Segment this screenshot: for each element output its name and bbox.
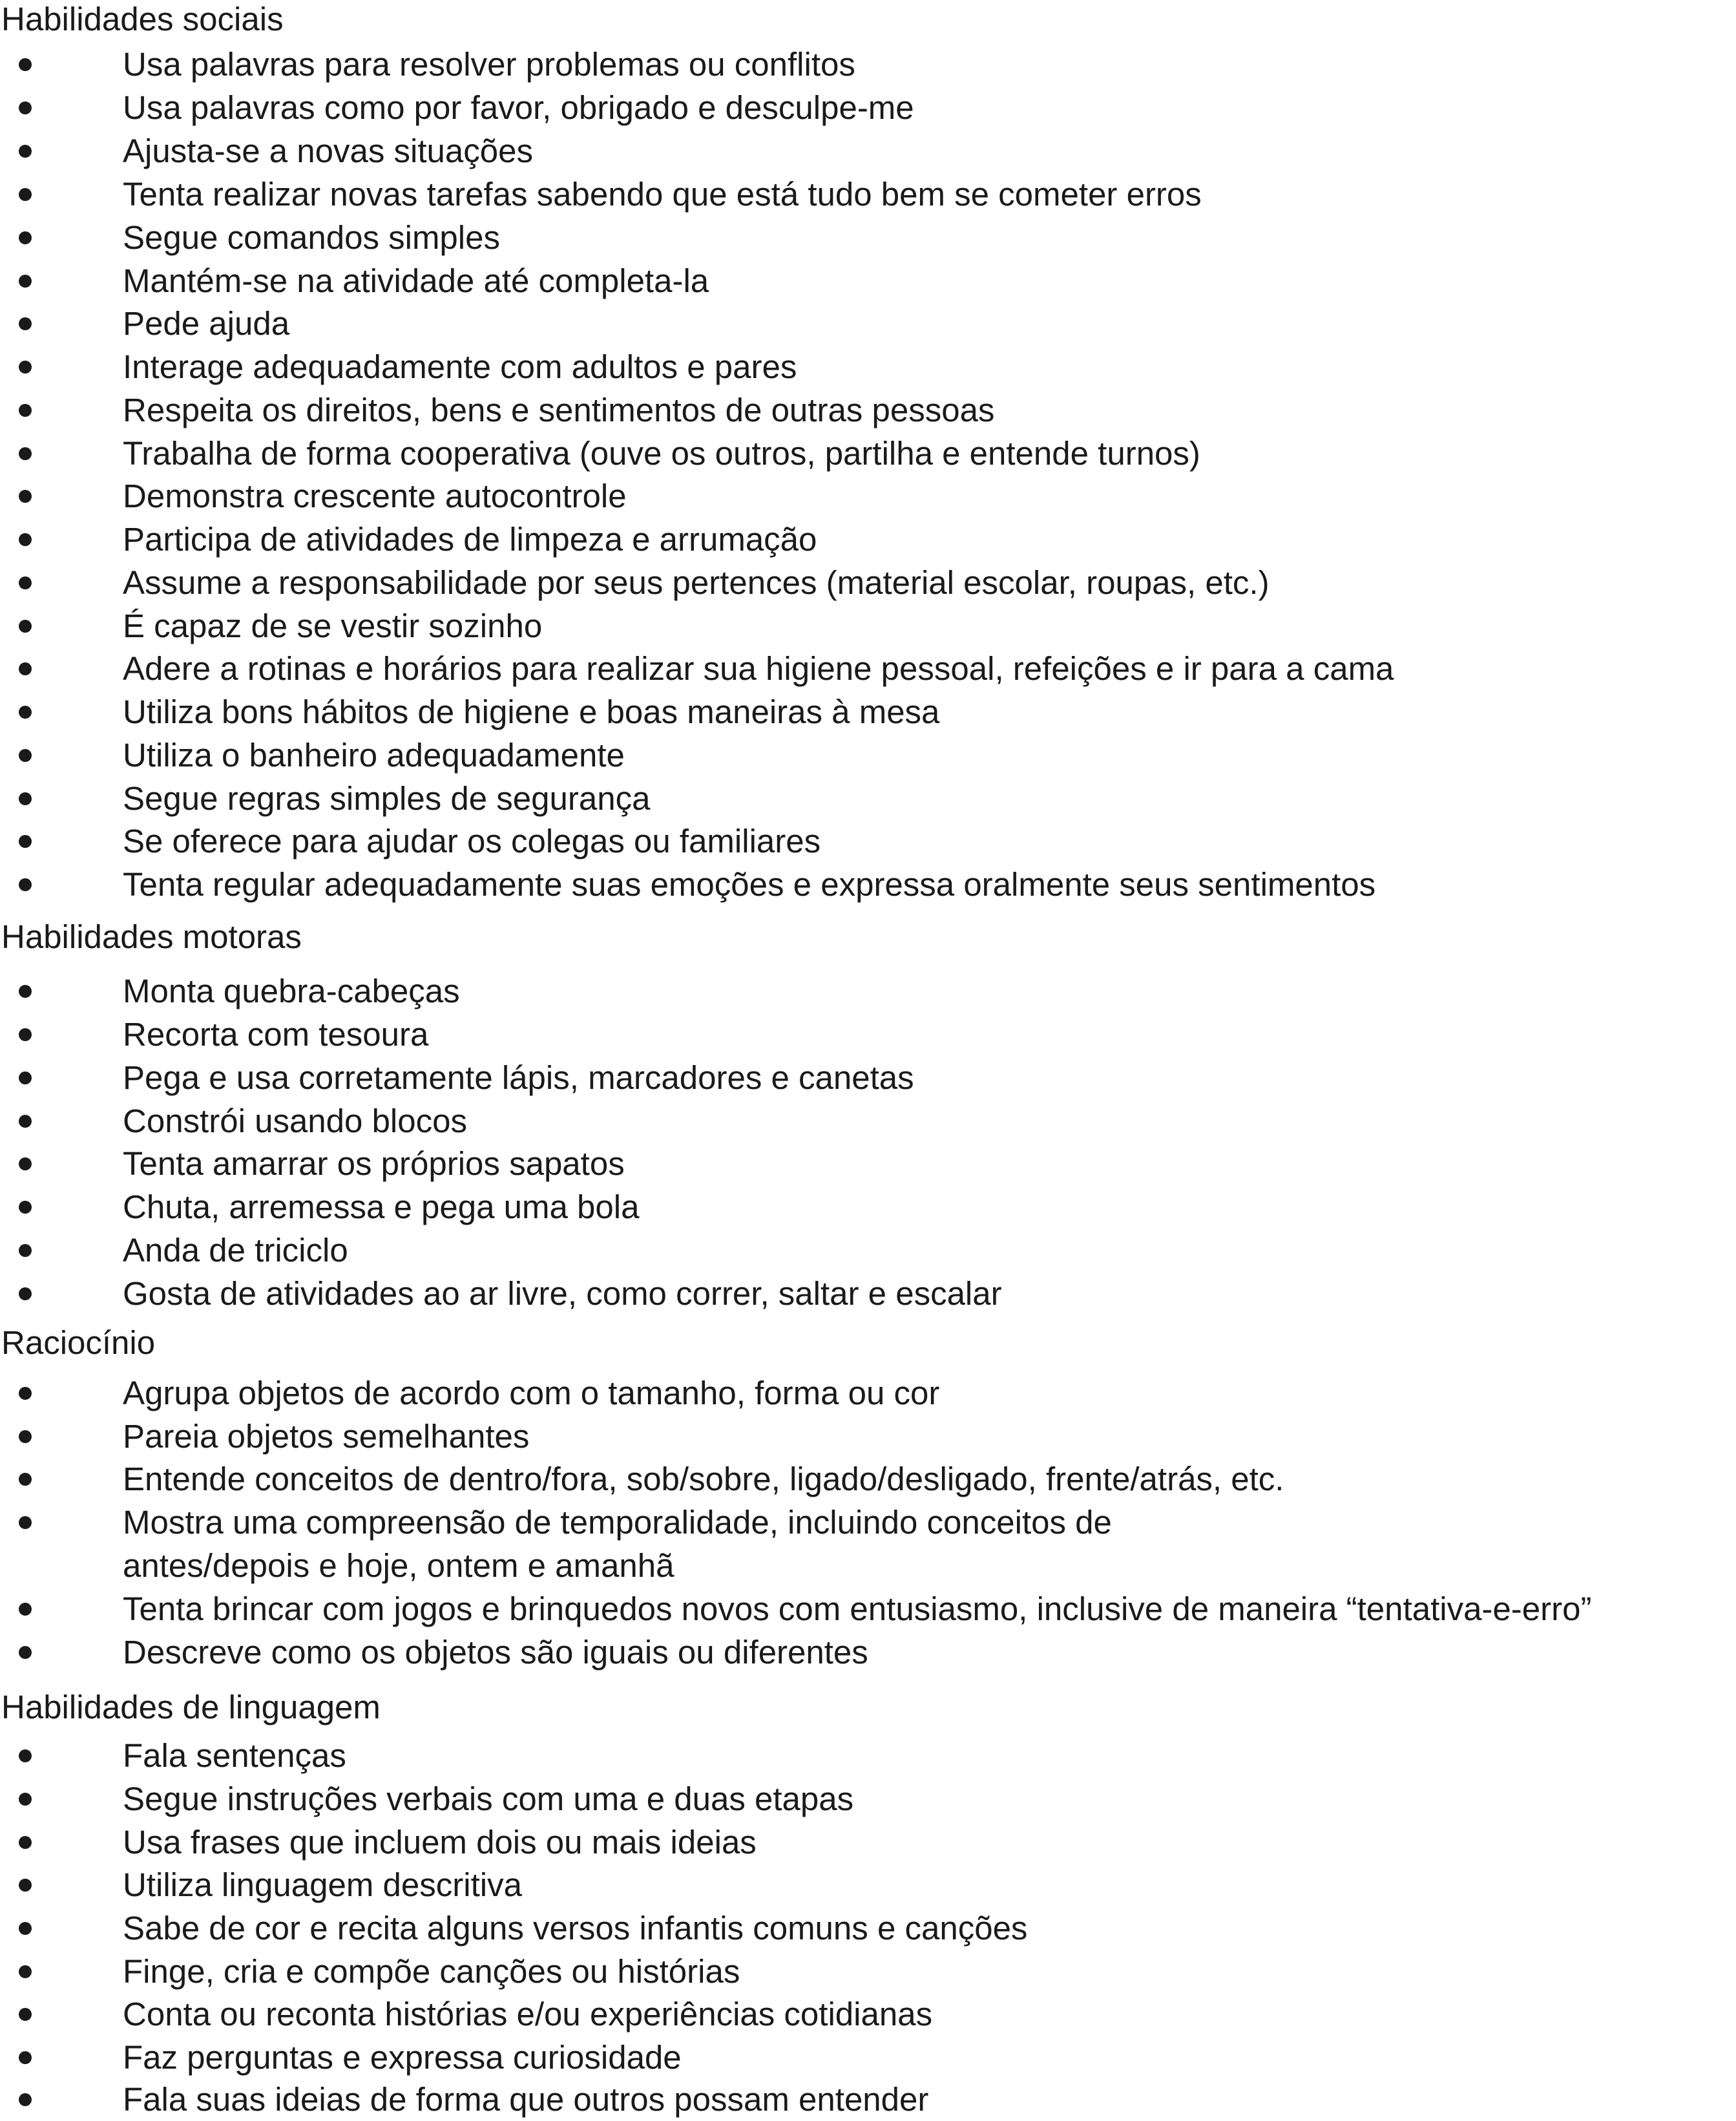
bullet-icon [19, 1028, 32, 1041]
section-heading-reasoning: Raciocínio [1, 1324, 156, 1361]
bullet-icon [19, 878, 32, 891]
bullet-icon [19, 275, 32, 288]
bullet-icon [19, 1793, 32, 1806]
bullet-icon [19, 447, 32, 460]
bullet-icon [19, 1922, 32, 1935]
section-heading-language: Habilidades de linguagem [1, 1689, 381, 1725]
bullet-icon [19, 1879, 32, 1892]
bullet-icon [19, 1157, 32, 1170]
bullet-icon [19, 835, 32, 848]
bullet-icon [19, 620, 32, 633]
bullet-icon [19, 1965, 32, 1978]
bullet-icon [19, 58, 32, 71]
bullet-icon [19, 317, 32, 330]
bullet-icon [19, 662, 32, 675]
bullet-icon [19, 1287, 32, 1300]
bullet-icon [19, 1387, 32, 1400]
bullet-icon [19, 361, 32, 374]
bullet-icon [19, 404, 32, 417]
bullet-icon [19, 1244, 32, 1257]
bullet-icon [19, 1646, 32, 1659]
bullet-icon [19, 1749, 32, 1762]
bullet-icon [19, 1115, 32, 1128]
bullet-icon [19, 231, 32, 244]
section-heading-social: Habilidades sociais [1, 1, 284, 37]
bullet-icon [19, 1201, 32, 1214]
bullet-icon [19, 985, 32, 998]
bullet-icon [19, 188, 32, 201]
document: Habilidades sociais Usa palavras para resolver problemas ou conflitos Usa palavras como por favor, obrigado e desculpe-me Ajusta-se a novas situações Tenta realizar novas tarefas sabendo que está tudo bem se cometer erros Segue comandos simples Mantém-se na atividade até completa-la Pede ajuda Interage adequadamente com adultos e pares Respeita os direitos, bens e sentimentos de outras pessoas Trabalha de forma cooperativa (ouve os outros, partilha e entende turnos) Demonstra crescente autocontrole Participa de atividades de limpeza e arrumação Assume a responsabilidade por seus pertences (material escolar, roupas, etc.) É capaz de se vestir sozinho Adere a rotinas e horários para realizar sua higiene pessoal, refeições e ir para a cama Utiliza bons hábitos de higiene e boas maneiras à mesa Utiliza o banheiro adequadamente Segue regras simples de segurança Se oferece para ajudar os colegas ou familiares Tenta regular adequadamente suas emoções e expressa oralmente seus sentimentos Habilidades motoras Monta quebra-cabeças Recorta com tesoura Pega e usa corretamente lápis, marcadores e canetas Constrói usando blocos Tenta amarrar os próprios sapatos Chuta, arremessa e pega uma bola Anda de triciclo Gosta de atividades ao ar livre, como correr, saltar e escalar Raciocínio Agrupa objetos de acordo com o tamanho, forma ou cor Pareia objetos semelhantes Entende conceitos de dentro/fora, sob/sobre, ligado/desligado, frente/atrás, etc. Mostra uma compreensão de temporalidade, incluindo conceitos de antes/depois e hoje, ontem e amanhã Tenta brincar com jogos e brinquedos novos com entusiasmo, inclusive de maneira “tentativa-e-erro” Descreve como os objetos são iguais ou diferentes Habilidades de linguagem Fala sentenças Segue instruções verbais com uma e duas etapas Usa frases que incluem dois ou mais ideias Utiliza linguagem descritiva Sabe de cor e recita alguns versos infantis comuns e canções Finge, cria e compõe canções ou histórias Conta ou reconta histórias e/ou experiências cotidianas Faz perguntas e expressa curiosidade Fala suas ideias de forma que outros possam entender [1, 1, 1592, 2118]
bullet-icon [19, 2051, 32, 2064]
bullet-icon [19, 101, 32, 114]
bullet-icon [19, 1836, 32, 1849]
bullet-icon [19, 1430, 32, 1443]
bullet-icon [19, 1473, 32, 1486]
bullet-icon [19, 533, 32, 546]
bullet-icon [19, 1603, 32, 1616]
bullet-icon [19, 2008, 32, 2021]
bullet-icon [19, 576, 32, 589]
bullet-icon [19, 706, 32, 719]
bullet-icon [19, 749, 32, 762]
bullet-icon [19, 1516, 32, 1529]
bullet-icon [19, 792, 32, 805]
bullet-icon [19, 145, 32, 158]
bullet-icon [19, 2093, 32, 2106]
bullet-icon [19, 1071, 32, 1084]
section-heading-motor: Habilidades motoras [1, 918, 302, 955]
bullet-icon [19, 490, 32, 503]
